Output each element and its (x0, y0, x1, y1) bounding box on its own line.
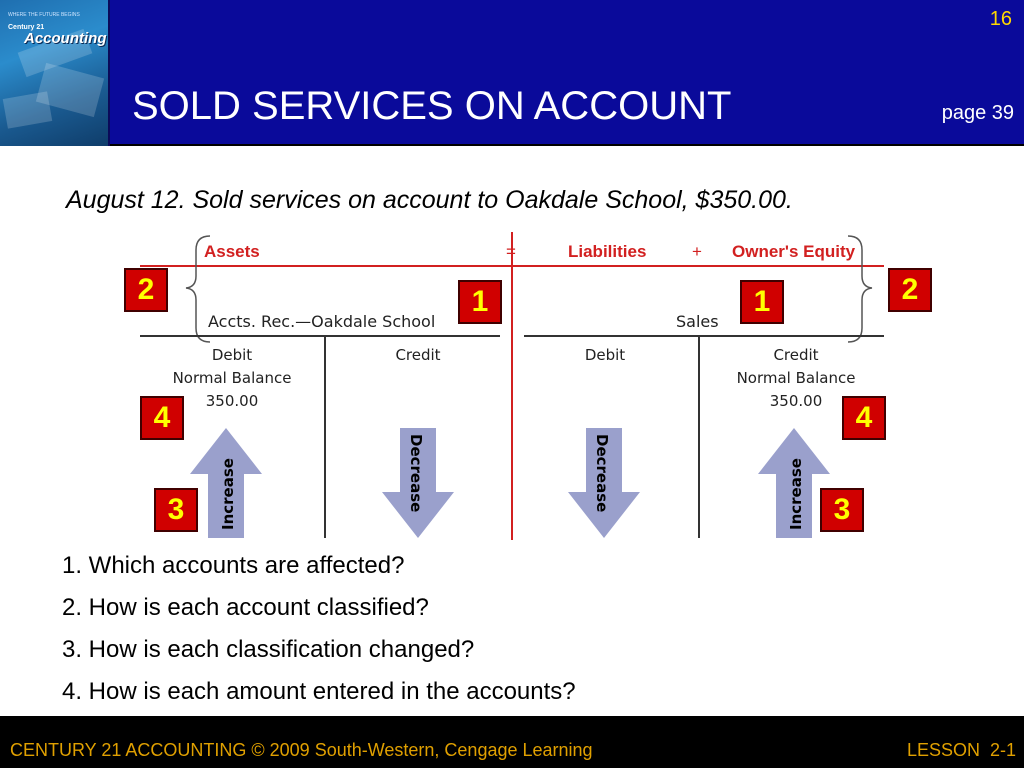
badge-2-right: 2 (888, 268, 932, 312)
left-credit-label: Credit (395, 346, 441, 364)
badge-3-left: 3 (154, 488, 198, 532)
liabilities-heading: Liabilities (568, 242, 647, 261)
badge-1-left: 1 (458, 280, 502, 324)
badge-4-left: 4 (140, 396, 184, 440)
slide-number: 16 (989, 8, 1012, 30)
plus-sign: + (692, 242, 702, 261)
badge-1-right: 1 (740, 280, 784, 324)
right-credit-amount: 350.00 (769, 392, 823, 410)
right-decrease-label: Decrease (593, 434, 611, 513)
page-title: SOLD SERVICES ON ACCOUNT (132, 84, 732, 128)
right-normal-balance: Normal Balance (736, 369, 856, 387)
assets-heading: Assets (204, 242, 260, 261)
book-tagline: WHERE THE FUTURE BEGINS (8, 12, 80, 18)
question-list (62, 548, 576, 716)
lesson-label: LESSON 2-1 (906, 740, 1016, 760)
owners-equity-heading: Owner's Equity (732, 242, 856, 261)
right-account-name: Sales (676, 312, 719, 331)
left-debit-amount: 350.00 (205, 392, 259, 410)
badge-4-right: 4 (842, 396, 886, 440)
book-title: Accounting (24, 30, 107, 47)
left-decrease-label: Decrease (407, 434, 425, 513)
slide-footer (0, 716, 1024, 768)
badge-3-right: 3 (820, 488, 864, 532)
page-reference: page 39 (941, 102, 1014, 124)
right-credit-label: Credit (773, 346, 819, 364)
left-increase-label: Increase (219, 458, 237, 530)
question-item: 1. Which accounts are affected? (62, 552, 405, 579)
question-item: 3. How is each classification changed? (62, 636, 475, 663)
badge-2-left: 2 (124, 268, 168, 312)
equals-sign: = (506, 242, 516, 261)
question-item: 2. How is each account classified? (62, 594, 429, 621)
question-item: 4. How is each amount entered in the accounts? (62, 678, 576, 705)
right-debit-label: Debit (584, 346, 626, 364)
book-series: Century 21 (8, 24, 45, 31)
right-increase-label: Increase (787, 458, 805, 530)
transaction-statement: August 12. Sold services on account to Oakdale School, $350.00. (66, 186, 793, 214)
left-debit-label: Debit (211, 346, 253, 364)
copyright-text: CENTURY 21 ACCOUNTING © 2009 South-Western, Cengage Learning (10, 740, 593, 760)
left-account-name: Accts. Rec.—Oakdale School (208, 312, 436, 331)
left-normal-balance: Normal Balance (172, 369, 292, 387)
